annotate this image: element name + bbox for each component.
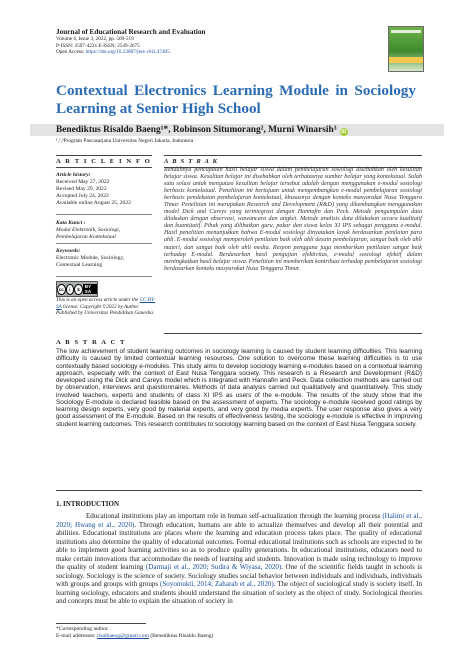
abstract-divider [56,490,422,491]
journal-cover-image [388,26,424,72]
abstrak-heading: A B S T R A K [164,155,422,168]
open-access-line [56,49,396,56]
open-access-label: Open Access: [56,49,86,56]
intro-text-part: . One of the scientific fields taught in schools is sociology. Sociology is the science of society. Sociology studies social behavior between individuals and individuals, individuals with groups and groups with groups [56,563,422,589]
abstract-text: The low achievement of student learning outcomes in sociology learning is caused by student learning difficulties. This learning difficulty is caused by limited contextual learning resources. One solution to overcome these learning difficulties is to use contextually based sociology e-modules. This study aims to develop sociology learning e-modules based on a contextual learning approach, especially with the context of East Nusa Tenggara society. This research is a Research and Development (R&D) developed using the Dick and Careys model which is integrated with Hannafin and Peck. Data collection methods are carried out by observation, interviews and questionnaires. Methods of data analysis carried out qualitatively and quantitatively. This study involved teachers, experts and students of class XI IPS as users of the e-module. The results of the study show that the Sociology E-module is declared feasible based on the assessment of experts. The sociology e-module received good ratings by learning design experts, very good by material experts, and very good by media experts. The user response also gives a very good assessment of the E-module. Based on the results of effectiveness testing, the sociology e-module is effective in improving student learning outcomes. This research contributes to sociology learning based on the context of East Nusa Tenggara society. [56,348,422,428]
license-rest: license. Copyright ©2022 by Author. Published by Universitas Pendidikan Ganesha. [56,303,155,316]
article-title: Contextual Electronics Learning Module in Sociology Learning at Senior High School [56,82,416,117]
cc-icon: cc [57,284,66,295]
author-names: Benediktus Risaldo Baeng¹*, Robinson Situmorang², Murni Winarsih³ [56,125,337,135]
intro-text-part: Educational institutions play an important role in human self-actualization through the learning process [86,512,383,520]
by-sa-label: BY SA [83,284,97,294]
kata-kunci-line: Pembelajaran Kontekstual [56,233,116,240]
kata-kunci-label: Kata Kunci : [56,220,86,226]
history-online: Available online August 25, 2022 [56,199,131,206]
email-link[interactable]: risalbaeng@gmail.com [97,633,149,639]
introduction-paragraph [56,512,422,606]
cover-title-strip [391,30,421,33]
article-history [56,172,156,207]
license-link[interactable]: CC BY-SA [56,297,156,310]
cc-license-badge[interactable] [56,281,98,297]
info-divider [56,243,152,244]
citation-link[interactable]: (Halimi et al., 2020; Hwang et al., 2020) [56,512,422,529]
corresponding-author: *Corresponding author. [56,626,109,632]
kata-kunci-line: Modul Elektronik, Sosiologi, [56,226,121,233]
citation-link[interactable]: (Darmaji et al., 2020; Sudira & Wiyasa, 2020) [145,563,282,572]
info-divider [56,276,152,277]
abstract-heading: A B S T R A C T [56,339,126,346]
history-label: Article history: [56,172,91,178]
kata-kunci [56,220,156,241]
footnote [56,626,356,640]
history-revised: Revised May 29, 2022 [56,185,107,192]
affiliation: ¹,²,³Program Pascasarjana Universitas Negeri Jakarta, Indonesia [56,138,194,144]
email-label: E-mail addresses: [56,633,98,639]
attribution-icon: i [66,284,75,295]
email-line [56,633,356,640]
doi-link[interactable]: https://doi.org/10.23887/jere.v6i3.47405 [85,49,170,56]
keywords-line: Contextual Learning [56,261,103,268]
history-received: Received May 27, 2022 [56,178,110,185]
noncommercial-icon: $ [74,284,83,295]
info-divider [56,214,152,215]
license-statement [56,297,156,317]
journal-name: Journal of Educational Research and Evaluation [56,28,206,36]
journal-header [56,28,396,56]
intro-text-part: . Through education, humans are able to actualize themselves and develop all their potential and abilities. Educational institutions are places where the learning and education process takes place. The quality of educational institutions also determine the quality of educational outcomes. Formal educational institutions such as schools are expected to be able to implement good learning activities so as to produce quality generations. In educational institutions, educators need to make certain innovations that accommodate the needs of learning and students. Innovation is made using technology to improve the quality of student learning [56,520,422,572]
intro-text-part: . The object of sociological study is society itself. In learning sociology, educators and students should understand the situation of society as the object of study. Sociological theories and concepts must be able to explain the situation of society in [56,580,422,606]
article-info-heading: A R T I C L E I N F O [56,155,152,168]
footnote-divider [56,623,146,624]
citation-link[interactable]: (Soyomukti, 2014; Zaharah et al., 2020) [160,580,274,589]
abstrak-divider [164,333,422,334]
orcid-icon[interactable]: iD [341,129,347,135]
issn-line: P-ISSN: 2597-422x E-ISSN: 2549-2675 [56,42,140,49]
license-text: This is an open access article under the [56,297,139,303]
introduction-heading: 1. INTRODUCTION [56,500,120,508]
email-name: (Benediktus Risaldo Baeng) [148,633,214,639]
author-line [56,124,348,136]
cover-band [389,57,423,63]
keywords-label: Keywords: [56,248,81,254]
history-accepted: Accepted July 24, 2022 [56,192,109,199]
abstrak-text: Rendahnya pencapaian hasil belajar siswa dalam pembelajaran sosiologi disebabkan oleh kesulitan belajar siswa. Kesulitan belajar ini disebabkan oleh terbatasnya sumber belajar yang kontekstual. Salah satu solusi untuk mengatasi kesulitan belajar tersebut adalah dengan menggunakan e-modul sosiologi berbasis kontekstual. Penelitian ini bertujuan untuk mengembangkan e-modul pembelajaran sosiologi berbasis pendekatan pembelajaran kontekstual, khususnya dengan konteks masyarakat Nusa Tenggara Timur. Penelitian ini merupakan Research and Development (R&D) yang dikembangkan menggunakan model Dick and Careys yang terintegrasi dengan Hannafin dan Peck. Metode pengumpulan data dilakukan dengan observasi, wawancara dan angket. Metode analisis data dilakukan secara kualitatif dan kuantitatif. Pihak yang dilibatkan guru, pakar dan siswa kelas XI IPS sebagai pengguna e-modul. Hasil penelitian menunjukkan bahwa E-modul sosiologi dinyatakan layak berdasarkan penilaian para ahli. E-modul sosiologi memperoleh penilaian baik oleh ahli desain pembelajaran, sangat baik oleh ahli materi, dan sangat baik oleh ahli media. Respon pengguna juga memberikan penilaian sangat baik terhadap E-modul. Berdasarkan hasil pengujian efektivitas, e-modul sosiologi efektif dalam meningkatkan hasil belajar siswa. Penelitian ini memberikan kontribusi terhadap pembelajaran sosiologi berdasarkan konteks masyarakat Nusa Tenggara Timur. [164,167,423,272]
keywords-line: Electronic Module, Sociology, [56,254,125,261]
volume-line: Volume 6, Issue 3, 2022, pp. 509-519 [56,36,134,42]
keywords [56,248,156,269]
